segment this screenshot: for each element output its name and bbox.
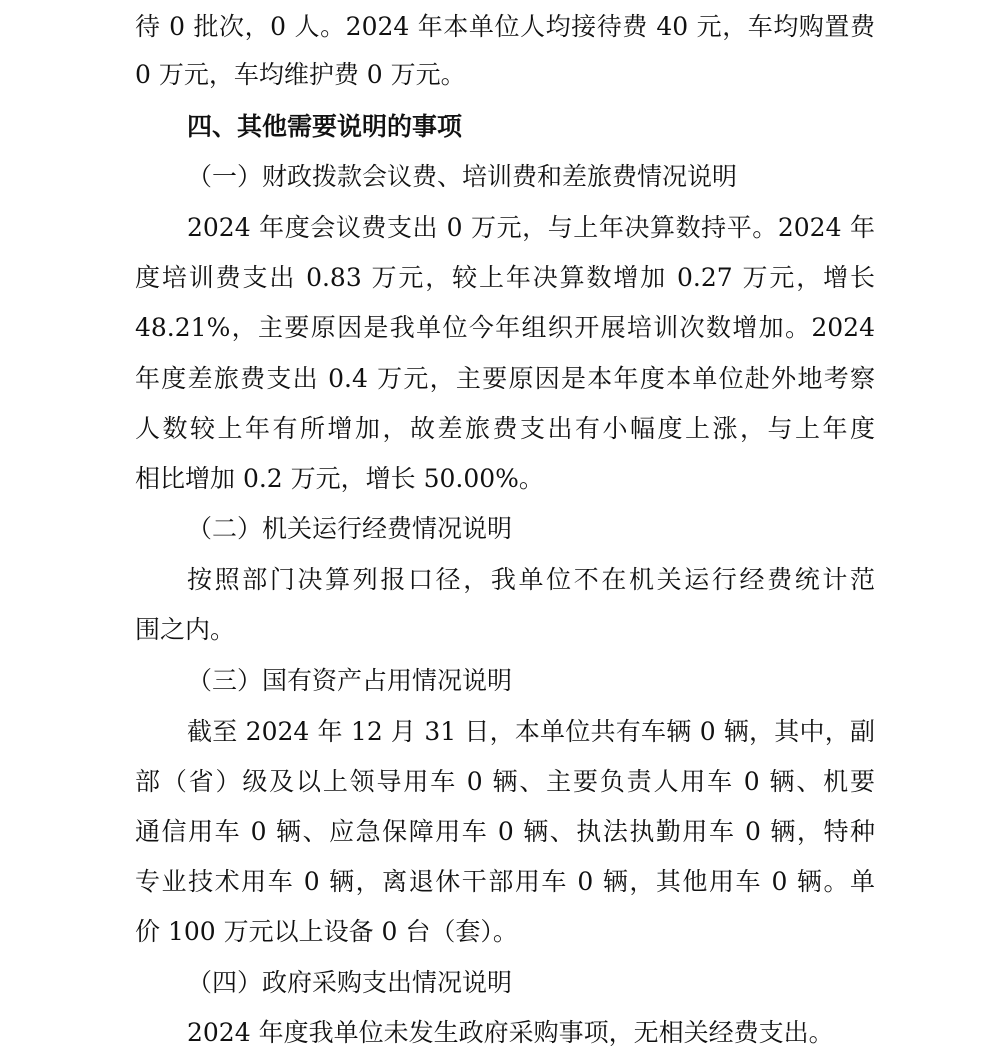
paragraph-line: 待 0 批次，0 人。2024 年本单位人均接待费 40 元，车均购置费 — [135, 12, 875, 41]
paragraph-line: 人数较上年有所增加，故差旅费支出有小幅度上涨，与上年度 — [135, 414, 875, 443]
paragraph-line: 2024 年度会议费支出 0 万元，与上年决算数持平。2024 年 — [187, 213, 875, 242]
subsection-heading: （一）财政拨款会议费、培训费和差旅费情况说明 — [187, 162, 738, 191]
paragraph-line: 部（省）级及以上领导用车 0 辆、主要负责人用车 0 辆、机要 — [135, 767, 875, 796]
paragraph-line: 通信用车 0 辆、应急保障用车 0 辆、执法执勤用车 0 辆，特种 — [135, 817, 875, 846]
paragraph-line: 按照部门决算列报口径，我单位不在机关运行经费统计范 — [187, 565, 875, 594]
subsection-heading: （四）政府采购支出情况说明 — [187, 968, 513, 997]
paragraph-line: 度培训费支出 0.83 万元，较上年决算数增加 0.27 万元，增长 — [135, 263, 875, 292]
paragraph-line: 围之内。 — [135, 615, 236, 644]
paragraph-line: 48.21%，主要原因是我单位今年组织开展培训次数增加。2024 — [135, 313, 875, 342]
paragraph-line: 0 万元，车均维护费 0 万元。 — [135, 60, 466, 89]
paragraph-line: 价 100 万元以上设备 0 台（套）。 — [135, 917, 518, 946]
paragraph-line: 截至 2024 年 12 月 31 日，本单位共有车辆 0 辆，其中，副 — [187, 717, 875, 746]
paragraph-line: 年度差旅费支出 0.4 万元，主要原因是本年度本单位赴外地考察 — [135, 364, 875, 393]
subsection-heading: （三）国有资产占用情况说明 — [187, 666, 513, 695]
paragraph-line: 2024 年度我单位未发生政府采购事项，无相关经费支出。 — [187, 1018, 834, 1047]
subsection-heading: （二）机关运行经费情况说明 — [187, 514, 513, 543]
paragraph-line: 相比增加 0.2 万元，增长 50.00%。 — [135, 464, 544, 493]
section-heading: 四、其他需要说明的事项 — [187, 112, 463, 141]
paragraph-line: 专业技术用车 0 辆，离退休干部用车 0 辆，其他用车 0 辆。单 — [135, 867, 875, 896]
